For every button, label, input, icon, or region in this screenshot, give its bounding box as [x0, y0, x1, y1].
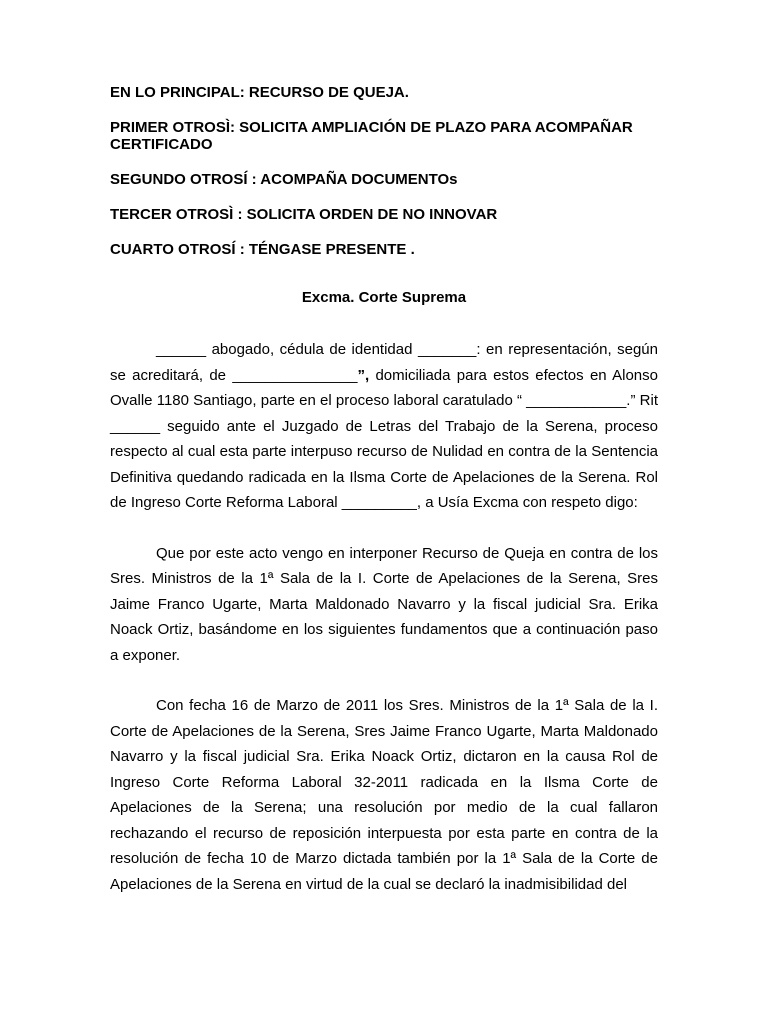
paragraph-introduction-part1: ______ abogado, cédula de identidad _______: en representación, según se acreditará, de _______________	[110, 341, 658, 384]
paragraph-recurso: Que por este acto vengo en interponer Recurso de Queja en contra de los Sres. Ministros de la 1ª Sala de la I. Corte de Apelaciones de la Serena, Sres Jaime Franco Ugarte, Marta Maldonado Navarro y la fiscal judicial Sra. Erika Noack Ortiz, basándome en los siguientes fundamentos que a continuación paso a exponer.	[110, 544, 658, 664]
document-page	[110, 84, 658, 897]
heading-segundo-otrosi: SEGUNDO OTROSÍ : ACOMPAÑA DOCUMENTOs	[110, 171, 458, 188]
heading-tercer-otrosi: TERCER OTROSÌ : SOLICITA ORDEN DE NO INNOVAR	[110, 206, 498, 223]
heading-principal: EN LO PRINCIPAL: RECURSO DE QUEJA.	[110, 84, 409, 101]
court-addressee: Excma. Corte Suprema	[301, 289, 467, 306]
paragraph-introduction-bold-quote: ”,	[357, 366, 370, 384]
paragraph-introduction	[110, 337, 658, 516]
heading-primer-otrosi: PRIMER OTROSÌ: SOLICITA AMPLIACIÓN DE PLAZO PARA ACOMPAÑAR CERTIFICADO	[110, 119, 633, 153]
heading-cuarto-otrosi: CUARTO OTROSÍ : TÉNGASE PRESENTE .	[110, 241, 415, 258]
paragraph-introduction-part2: domiciliada para estos efectos en Alonso Ovalle 1180 Santiago, parte en el proceso laboral caratulado “ ____________.” Rit ______ seguido ante el Juzgado de Letras del Trabajo de la Serena, proceso respecto al cual esta parte interpuso recurso de Nulidad en contra de la Sentencia Definitiva quedando radicada en la Ilsma Corte de Apelaciones de la Serena. Rol de Ingreso Corte Reforma Laboral _________, a Usía Excma con respeto digo:	[110, 366, 658, 511]
paragraph-fundamentos: Con fecha 16 de Marzo de 2011 los Sres. Ministros de la 1ª Sala de la I. Corte de Apelaciones de la Serena, Sres Jaime Franco Ugarte, Marta Maldonado Navarro y la fiscal judicial Sra. Erika Noack Ortiz, dictaron en la causa Rol de Ingreso Corte Reforma Laboral 32-2011 radicada en la Ilsma Corte de Apelaciones de la Serena; una resolución por medio de la cual fallaron rechazando el recurso de reposición interpuesta por esta parte en contra de la resolución de fecha 10 de Marzo dictada también por la 1ª Sala de la Corte de Apelaciones de la Serena en virtud de la cual se declaró la inadmisibilidad del	[110, 697, 658, 893]
